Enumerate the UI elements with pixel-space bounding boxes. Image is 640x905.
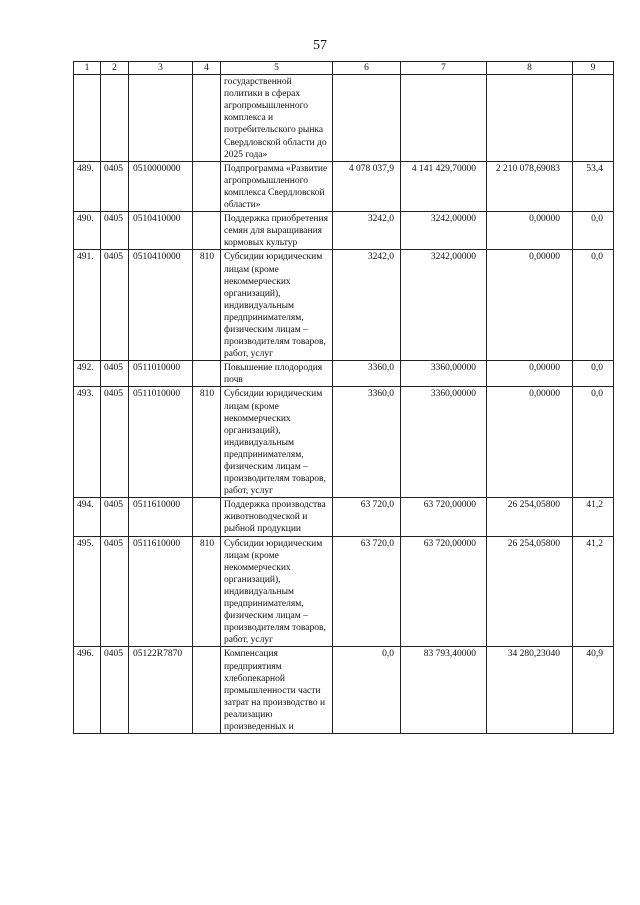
column-header: 1	[74, 62, 101, 75]
cell-value-8: 2 210 078,69083	[487, 161, 573, 211]
cell-number: 496.	[74, 647, 101, 734]
cell-value-6	[333, 75, 401, 162]
cell-value-8	[487, 75, 573, 162]
cell-number: 489.	[74, 161, 101, 211]
cell-number: 491.	[74, 250, 101, 361]
cell-value-7: 3360,00000	[401, 387, 487, 498]
table-row	[74, 250, 614, 361]
cell-number: 493.	[74, 387, 101, 498]
cell-code: 0511610000	[129, 536, 193, 647]
cell-code: 0510410000	[129, 250, 193, 361]
cell-value-7: 63 720,00000	[401, 498, 487, 536]
cell-expense-type	[193, 498, 221, 536]
cell-code: 0510410000	[129, 212, 193, 250]
cell-expense-type	[193, 212, 221, 250]
cell-name: государственной политики в сферах агропромышленного комплекса и потребительского рынка Свердловской области до 2025 года»	[221, 75, 333, 162]
cell-value-9: 0,0	[573, 387, 614, 498]
cell-section: 0405	[101, 536, 129, 647]
column-header: 3	[129, 62, 193, 75]
cell-value-8: 34 280,23040	[487, 647, 573, 734]
cell-number: 492.	[74, 361, 101, 387]
cell-expense-type	[193, 75, 221, 162]
table-row	[74, 647, 614, 734]
cell-value-6: 63 720,0	[333, 498, 401, 536]
cell-name: Субсидии юридическим лицам (кроме некоммерческих организаций), индивидуальным предпринимателям, физическим лицам – производителям товаров, работ, услуг	[221, 387, 333, 498]
cell-number: 490.	[74, 212, 101, 250]
cell-section: 0405	[101, 498, 129, 536]
column-header: 2	[101, 62, 129, 75]
cell-expense-type	[193, 361, 221, 387]
table-row	[74, 387, 614, 498]
column-header: 4	[193, 62, 221, 75]
cell-value-9: 0,0	[573, 212, 614, 250]
budget-table	[73, 61, 614, 734]
cell-section: 0405	[101, 647, 129, 734]
cell-expense-type: 810	[193, 250, 221, 361]
cell-value-6: 4 078 037,9	[333, 161, 401, 211]
cell-value-9	[573, 75, 614, 162]
cell-expense-type	[193, 647, 221, 734]
column-header: 9	[573, 62, 614, 75]
cell-name: Субсидии юридическим лицам (кроме некоммерческих организаций), индивидуальным предпринимателям, физическим лицам – производителям товаров, работ, услуг	[221, 536, 333, 647]
cell-name: Повышение плодородия почв	[221, 361, 333, 387]
cell-value-7: 3242,00000	[401, 212, 487, 250]
cell-value-8: 0,00000	[487, 212, 573, 250]
table-row-continuation	[74, 75, 614, 162]
cell-number: 494.	[74, 498, 101, 536]
table-row	[74, 498, 614, 536]
table-header-row	[74, 62, 614, 75]
cell-value-6: 63 720,0	[333, 536, 401, 647]
cell-number: 495.	[74, 536, 101, 647]
cell-name: Поддержка приобретения семян для выращивания кормовых культур	[221, 212, 333, 250]
table-row	[74, 161, 614, 211]
cell-value-8: 26 254,05800	[487, 536, 573, 647]
cell-value-9: 0,0	[573, 361, 614, 387]
cell-value-9: 40,9	[573, 647, 614, 734]
cell-value-8: 0,00000	[487, 250, 573, 361]
cell-value-6: 3242,0	[333, 250, 401, 361]
column-header: 7	[401, 62, 487, 75]
column-header: 5	[221, 62, 333, 75]
column-header: 6	[333, 62, 401, 75]
cell-value-9: 0,0	[573, 250, 614, 361]
cell-expense-type: 810	[193, 387, 221, 498]
cell-value-6: 0,0	[333, 647, 401, 734]
cell-value-7: 3242,00000	[401, 250, 487, 361]
cell-value-9: 53,4	[573, 161, 614, 211]
cell-value-6: 3360,0	[333, 361, 401, 387]
cell-value-9: 41,2	[573, 498, 614, 536]
cell-code: 05122R7870	[129, 647, 193, 734]
cell-name: Субсидии юридическим лицам (кроме некоммерческих организаций), индивидуальным предпринимателям, физическим лицам – производителям товаров, работ, услуг	[221, 250, 333, 361]
cell-code: 0511610000	[129, 498, 193, 536]
table-row	[74, 361, 614, 387]
cell-value-7: 63 720,00000	[401, 536, 487, 647]
cell-value-8: 0,00000	[487, 361, 573, 387]
cell-name: Подпрограмма «Развитие агропромышленного комплекса Свердловской области»	[221, 161, 333, 211]
cell-section: 0405	[101, 250, 129, 361]
cell-value-7: 4 141 429,70000	[401, 161, 487, 211]
cell-value-8: 0,00000	[487, 387, 573, 498]
cell-code: 0511010000	[129, 387, 193, 498]
table-row	[74, 212, 614, 250]
cell-expense-type: 810	[193, 536, 221, 647]
cell-section: 0405	[101, 212, 129, 250]
cell-value-6: 3360,0	[333, 387, 401, 498]
column-header: 8	[487, 62, 573, 75]
cell-expense-type	[193, 161, 221, 211]
cell-number	[74, 75, 101, 162]
cell-value-7: 83 793,40000	[401, 647, 487, 734]
cell-value-7	[401, 75, 487, 162]
cell-name: Компенсация предприятиям хлебопекарной промышленности части затрат на производство и реализацию произведенных и	[221, 647, 333, 734]
cell-section: 0405	[101, 387, 129, 498]
cell-code: 0511010000	[129, 361, 193, 387]
page-number: 57	[313, 38, 327, 53]
cell-value-9: 41,2	[573, 536, 614, 647]
cell-section	[101, 75, 129, 162]
cell-section: 0405	[101, 361, 129, 387]
cell-value-7: 3360,00000	[401, 361, 487, 387]
cell-code: 0510000000	[129, 161, 193, 211]
cell-name: Поддержка производства животноводческой и рыбной продукции	[221, 498, 333, 536]
table-row	[74, 536, 614, 647]
cell-section: 0405	[101, 161, 129, 211]
cell-value-8: 26 254,05800	[487, 498, 573, 536]
cell-value-6: 3242,0	[333, 212, 401, 250]
cell-code	[129, 75, 193, 162]
